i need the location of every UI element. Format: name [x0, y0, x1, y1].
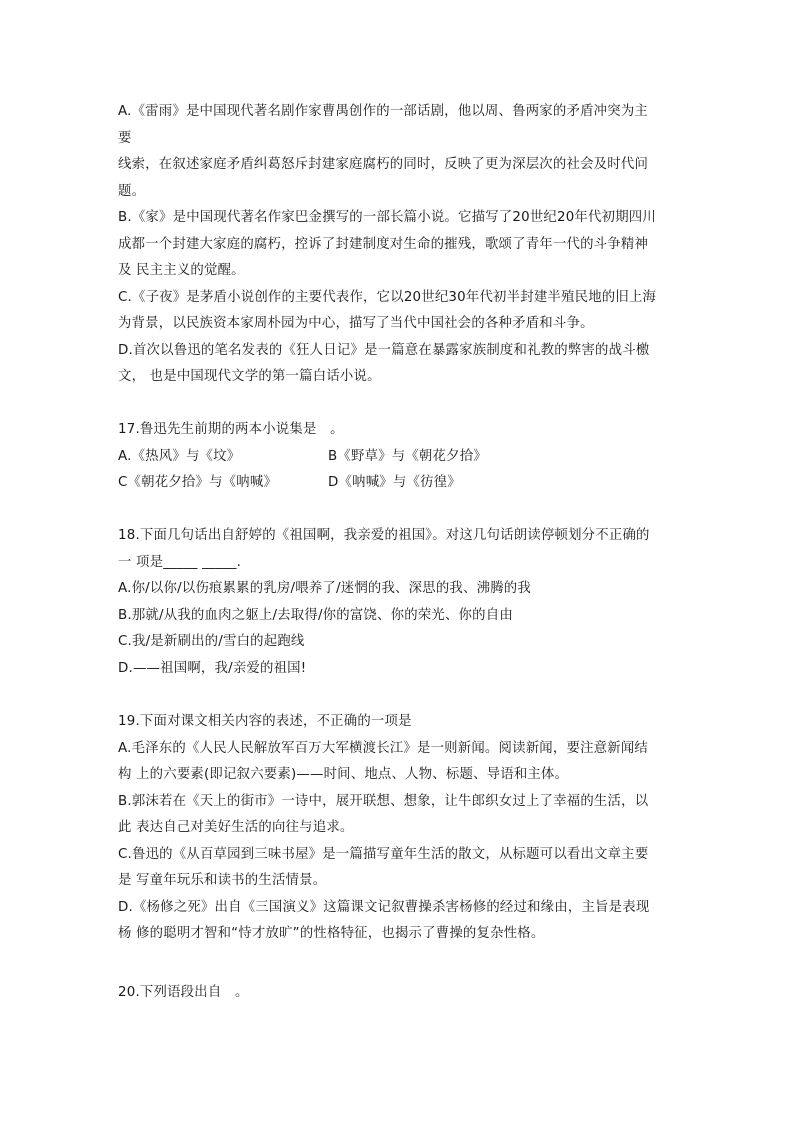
q19-option-c-line2: 是 写童年玩乐和读书的生活情景。 — [118, 873, 327, 888]
q16-option-b-line1: B.《家》是中国现代著名作家巴金撰写的一部长篇小说。它描写了20世纪20年代初期四川 — [118, 210, 656, 225]
q16-option-c-line1: C.《子夜》是茅盾小说创作的主要代表作，它以20世纪30年代初半封建半殖民地的旧上海 — [118, 290, 657, 305]
q18-stem-line1: 18.下面几句话出自舒婷的《祖国啊，我亲爱的祖国》。对这几句话朗读停顿划分不正确的 — [118, 528, 650, 543]
q16-option-a-line2: 要 — [118, 131, 132, 146]
q19-option-a-line1: A.毛泽东的《人民人民解放军百万大军横渡长江》是一则新闻。阅读新闻，要注意新闻结 — [118, 741, 649, 756]
q16-option-c-line2: 为背景，以民族资本家周朴园为中心，描写了当代中国社会的各种矛盾和斗争。 — [118, 316, 594, 331]
q16-option-d-line1: D.首次以鲁迅的笔名发表的《狂人日记》是一篇意在暴露家族制度和礼教的弊害的战斗檄 — [118, 343, 650, 358]
q19-option-c-line1: C.鲁迅的《从百草园到三味书屋》是一篇描写童年生活的散文，从标题可以看出文章主要 — [118, 847, 649, 862]
q18-stem-line2: 一 项是_____ _____. — [118, 555, 242, 570]
q17-option-b: B《野草》与《朝花夕拾》 — [328, 449, 487, 464]
q16-option-a-line3: 线索，在叙述家庭矛盾纠葛怒斥封建家庭腐朽的同时，反映了更为深层次的社会及时代问 — [118, 157, 649, 172]
q18-option-a: A.你/以你/以伤痕累累的乳房/喂养了/迷惘的我、深思的我、沸腾的我 — [118, 581, 531, 596]
q19-option-b-line2: 此 表达自己对美好生活的向往与追求。 — [118, 820, 354, 835]
q19-option-a-line2: 构 上的六要素(即记叙六要素)——时间、地点、人物、标题、导语和主体。 — [118, 767, 569, 782]
q16-option-b-line3: 及 民主主义的觉醒。 — [118, 263, 245, 278]
q17-option-c: C《朝花夕拾》与《呐喊》 — [118, 475, 278, 490]
q19-option-b-line1: B.郭沫若在《天上的街市》一诗中，展开联想、想象，让牛郎织女过上了幸福的生活，以 — [118, 794, 649, 809]
q20-stem: 20.下列语段出自 。 — [118, 985, 249, 1000]
q17-option-a: A.《热风》与《坟》 — [118, 449, 241, 464]
q18-option-c: C.我/是新刷出的/雪白的起跑线 — [118, 634, 305, 649]
q16-option-d-line2: 文， 也是中国现代文学的第一篇白话小说。 — [118, 369, 381, 384]
q16-option-b-line2: 成都一个封建大家庭的腐朽，控诉了封建制度对生命的摧残，歌颂了青年一代的斗争精神 — [118, 237, 649, 252]
q19-option-d-line2: 杨 修的聪明才智和“恃才放旷”的性格特征，也揭示了曹操的复杂性格。 — [118, 926, 545, 941]
q17-stem: 17.鲁迅先生前期的两本小说集是 。 — [118, 422, 344, 437]
q16-option-a-line1: A.《雷雨》是中国现代著名剧作家曹禺创作的一部话剧，他以周、鲁两家的矛盾冲突为主 — [118, 104, 649, 119]
q18-option-b: B.那就/从我的血肉之躯上/去取得/你的富饶、你的荣光、你的自由 — [118, 608, 513, 623]
q18-option-d: D.——祖国啊，我/亲爱的祖国! — [118, 661, 307, 676]
q16-option-a-line4: 题。 — [118, 184, 146, 199]
q17-option-d: D《呐喊》与《彷徨》 — [328, 475, 461, 490]
q19-option-d-line1: D.《杨修之死》出自《三国演义》这篇课文记叙曹操杀害杨修的经过和缘由，主旨是表现 — [118, 900, 650, 915]
q19-stem: 19.下面对课文相关内容的表述，不正确的一项是 — [118, 714, 412, 729]
